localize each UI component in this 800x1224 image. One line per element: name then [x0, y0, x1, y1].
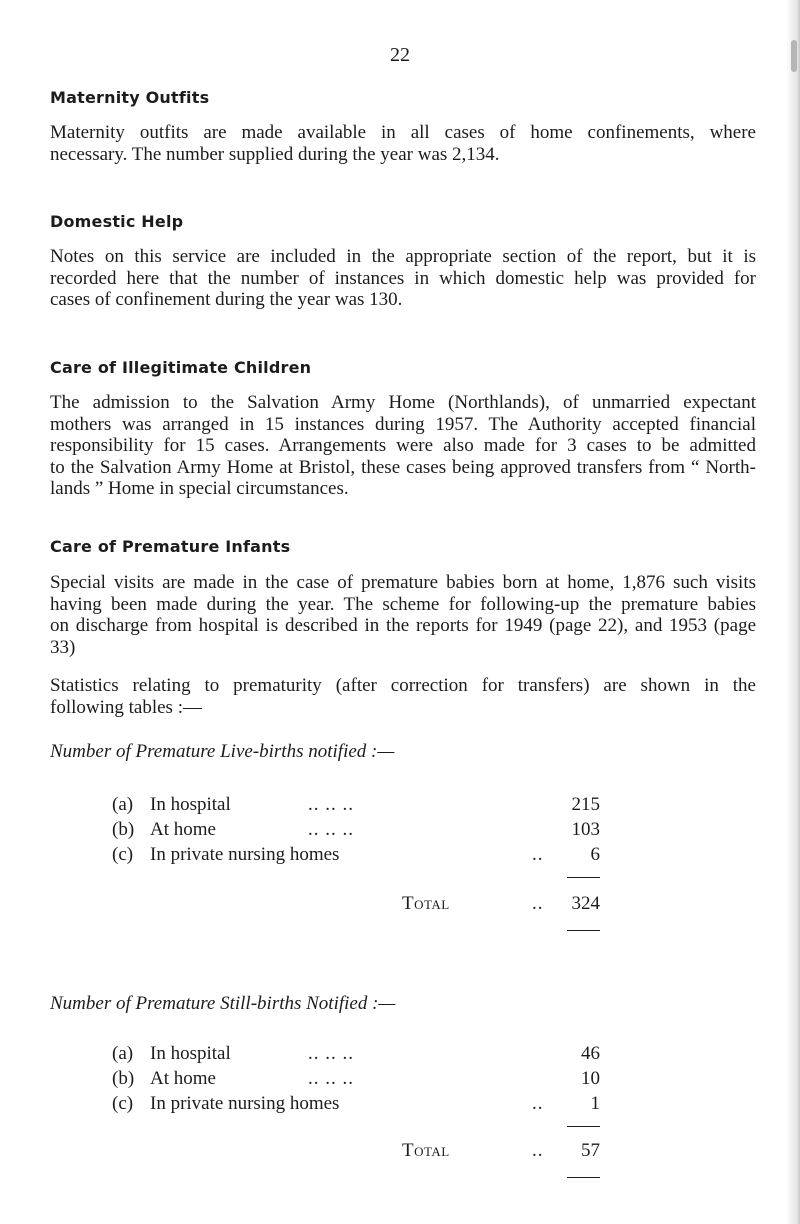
total-rule	[567, 930, 600, 931]
text-line: Statistics relating to prematurity (after correction for transfers) are shown in the	[50, 675, 756, 696]
text-line: Maternity outfits are made available in all cases of home confinements, where	[50, 122, 756, 143]
table-row	[112, 819, 600, 841]
table-row	[112, 1068, 600, 1090]
row-value: 215	[571, 794, 600, 815]
row-label: In private nursing homes	[150, 1093, 340, 1114]
paragraph-maternity-outfits	[50, 122, 756, 165]
heading-domestic-help: Domestic Help	[50, 212, 184, 231]
page-number: 22	[390, 44, 410, 66]
table-caption-still-births: Number of Premature Still-births Notified :—	[50, 993, 396, 1014]
leader-dots: ..	[532, 893, 544, 914]
text-line: cases of confinement during the year was 130.	[50, 289, 403, 310]
total-label: Total	[402, 1140, 450, 1161]
text-line: Special visits are made in the case of premature babies born at home, 1,876 such visits	[50, 572, 756, 593]
paragraph-statistics-intro	[50, 675, 756, 718]
text-line: on discharge from hospital is described in the reports for 1949 (page 22), and 1953 (page 33)	[50, 615, 756, 658]
page-edge-shadow	[786, 0, 800, 1224]
text-line: lands ” Home in special circumstances.	[50, 478, 349, 499]
table-row	[112, 844, 600, 866]
total-row	[112, 1140, 600, 1162]
row-value: 6	[590, 844, 600, 865]
row-marker: (a)	[112, 794, 134, 815]
row-marker: (c)	[112, 1093, 134, 1114]
leader-dots: .. .. ..	[308, 819, 354, 840]
row-label: In hospital	[150, 794, 231, 815]
total-rule	[567, 1177, 600, 1178]
row-label: In private nursing homes	[150, 844, 340, 865]
paragraph-domestic-help	[50, 246, 756, 311]
leader-dots: .. .. ..	[308, 1068, 354, 1089]
text-line: following tables :—	[50, 696, 202, 718]
row-value: 1	[590, 1093, 600, 1114]
row-value: 103	[571, 819, 600, 840]
row-marker: (b)	[112, 819, 135, 840]
table-row	[112, 1043, 600, 1065]
total-row	[112, 893, 600, 915]
leader-dots: .. .. ..	[308, 794, 354, 815]
text-line: recorded here that the number of instances in which domestic help was provided for	[50, 267, 756, 289]
row-value: 10	[581, 1068, 600, 1089]
leader-dots: ..	[532, 1093, 544, 1114]
text-line: necessary. The number supplied during the year was 2,134.	[50, 143, 500, 165]
total-value: 57	[581, 1140, 600, 1161]
paragraph-illegitimate-children	[50, 392, 756, 500]
text-line: Notes on this service are included in the appropriate section of the report, but it is	[50, 246, 756, 267]
text-line: mothers was arranged in 15 instances during 1957. The Authority accepted financial	[50, 413, 756, 435]
subtotal-rule	[567, 877, 600, 878]
heading-illegitimate-children: Care of Illegitimate Children	[50, 358, 312, 377]
row-label: At home	[150, 819, 216, 840]
total-label: Total	[402, 893, 450, 914]
text-line: The admission to the Salvation Army Home (Northlands), of unmarried expectant	[50, 392, 756, 413]
table-caption-live-births: Number of Premature Live-births notified :—	[50, 741, 395, 762]
leader-dots: ..	[532, 844, 544, 865]
total-value: 324	[571, 893, 600, 914]
row-label: In hospital	[150, 1043, 231, 1064]
table-row	[112, 1093, 600, 1115]
row-marker: (a)	[112, 1043, 134, 1064]
row-value: 46	[581, 1043, 600, 1064]
text-line: having been made during the year. The scheme for following-up the premature babies	[50, 593, 756, 615]
subtotal-rule	[567, 1126, 600, 1127]
text-line: to the Salvation Army Home at Bristol, these cases being approved transfers from “ North-	[50, 456, 756, 478]
table-row	[112, 794, 600, 816]
paragraph-premature-infants	[50, 572, 756, 658]
row-marker: (b)	[112, 1068, 135, 1089]
leader-dots: ..	[532, 1140, 544, 1161]
leader-dots: .. .. ..	[308, 1043, 354, 1064]
row-label: At home	[150, 1068, 216, 1089]
heading-premature-infants: Care of Premature Infants	[50, 537, 291, 556]
text-line: responsibility for 15 cases. Arrangements were also made for 3 cases to be admitted	[50, 435, 756, 456]
row-marker: (c)	[112, 844, 134, 865]
heading-maternity-outfits: Maternity Outfits	[50, 88, 210, 107]
